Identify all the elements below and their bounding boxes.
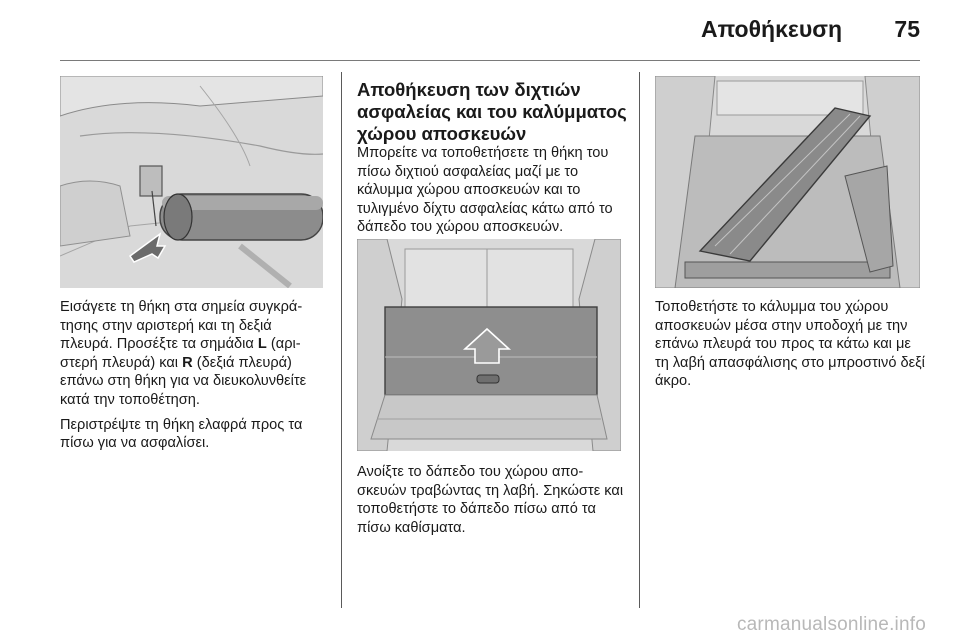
left-column-text — [60, 298, 328, 459]
middle-intro-text — [357, 144, 629, 243]
load-floor-illustration — [357, 239, 621, 451]
instruction-insert-cartridge: Εισάγετε τη θήκη στα σημεία συγκρά-τησης στην αριστερή και τη δεξιά πλευρά. Προσέξτε τα σημάδια L (αρι-στερή πλευρά) και R (δεξιά πλευρά) επάνω στη θήκη για να διευκολυνθείτε κατά την τοποθέτηση. — [60, 299, 307, 408]
instruction-rotate-cartridge: Περιστρέψτε τη θήκη ελαφρά προς τα πίσω για να ασφαλίσει. — [60, 416, 303, 452]
section-intro: Μπορείτε να τοποθετήσετε τη θήκη του πίσω διχτιού ασφαλείας μαζί με το κάλυμμα χώρου αποσκευών και το τυλιγμένο δίχτυ ασφαλείας κάτω από το δάπεδο του χώρου αποσκευών. — [357, 145, 613, 236]
mark-right-label: R — [182, 354, 193, 371]
mark-left-label: L — [257, 336, 267, 353]
column-divider-right — [639, 72, 640, 608]
figure-load-floor — [357, 239, 621, 451]
instruction-place-cover: Τοποθετήστε το κάλυμμα του χώρου αποσκευών μέσα στην υποδοχή με την επάνω πλευρά του προς τα κάτω και με τη λαβή απασφάλισης στο μπροστινό δεξί άκρο. — [655, 299, 925, 390]
cartridge-insertion-illustration — [60, 76, 323, 288]
page-number: 75 — [894, 16, 920, 42]
middle-instruction-text — [357, 463, 629, 543]
section-title: Αποθήκευση των διχτιών ασφαλείας και του καλύμματος χώρου αποσκευών — [357, 79, 627, 144]
chapter-title: Αποθήκευση — [700, 16, 842, 42]
figure-cartridge-insertion — [60, 76, 323, 288]
watermark: carmanualsonline.info — [736, 614, 926, 635]
header-divider — [60, 60, 920, 61]
figure-cover-placement — [655, 76, 920, 288]
cover-placement-illustration — [655, 76, 920, 288]
instruction-open-floor: Ανοίξτε το δάπεδο του χώρου απο-σκευών τραβώντας τη λαβή. Σηκώστε και τοποθετήστε το δάπεδο πίσω από τα πίσω καθίσματα. — [357, 464, 624, 536]
right-column-text — [655, 298, 925, 397]
page-header — [0, 0, 960, 60]
column-divider-left — [341, 72, 342, 608]
